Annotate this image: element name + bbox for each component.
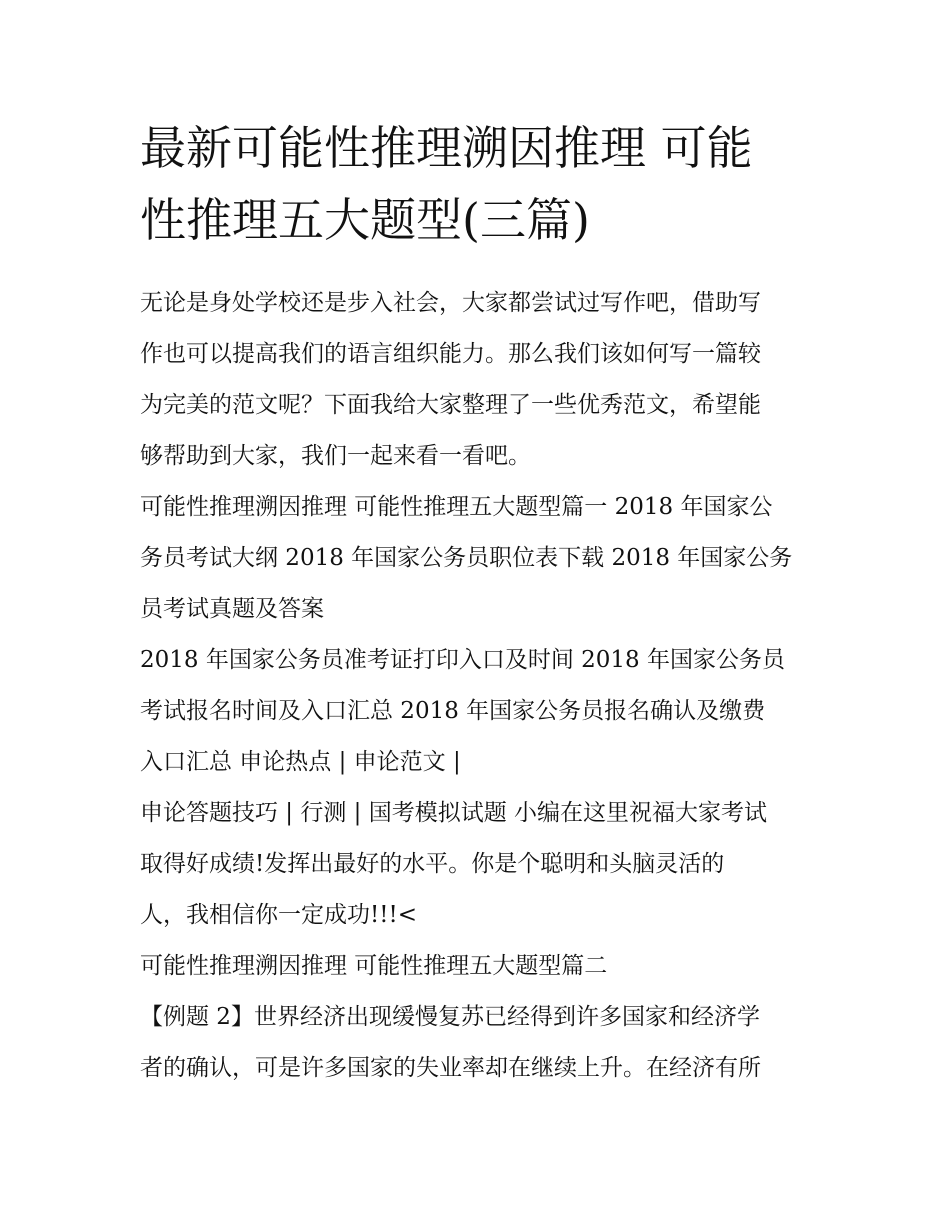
text-line: 为完美的范文呢？下面我给大家整理了一些优秀范文，希望能 xyxy=(140,392,761,418)
text-line: 可能性推理溯因推理 可能性推理五大题型篇一 2018 年国家公 xyxy=(140,494,773,520)
text-line: 可能性推理溯因推理 可能性推理五大题型篇二 xyxy=(140,953,608,979)
text-line: 者的确认，可是许多国家的失业率却在继续上升。在经济有所 xyxy=(140,1055,761,1081)
intro-paragraph xyxy=(140,278,820,482)
example-paragraph xyxy=(140,992,820,1094)
title-line: 性推理五大题型(三篇) xyxy=(140,193,590,247)
text-line: 【例题 2】世界经济出现缓慢复苏已经得到许多国家和经济学 xyxy=(140,1004,760,1030)
text-line: 申论答题技巧 | 行测 | 国考模拟试题 小编在这里祝福大家考试 xyxy=(140,800,768,826)
text-line: 考试报名时间及入口汇总 2018 年国家公务员报名确认及缴费 xyxy=(140,698,766,724)
title-line: 最新可能性推理溯因推理 可能 xyxy=(140,121,753,175)
text-line: 2018 年国家公务员准考证打印入口及时间 2018 年国家公务员 xyxy=(140,647,785,673)
exam-info-paragraph xyxy=(140,635,820,788)
section-one-paragraph xyxy=(140,482,820,635)
text-line: 员考试真题及答案 xyxy=(140,596,324,622)
page-title xyxy=(140,112,820,256)
exam-tips-paragraph xyxy=(140,788,820,941)
document-content xyxy=(140,112,820,1094)
text-line: 入口汇总 申论热点 | 申论范文 | xyxy=(140,749,461,775)
section-two-heading xyxy=(140,941,820,992)
text-line: 务员考试大纲 2018 年国家公务员职位表下载 2018 年国家公务 xyxy=(140,545,793,571)
text-line: 人，我相信你一定成功!!!< xyxy=(140,902,417,928)
text-line: 够帮助到大家，我们一起来看一看吧。 xyxy=(140,443,531,469)
text-line: 无论是身处学校还是步入社会，大家都尝试过写作吧，借助写 xyxy=(140,290,761,316)
text-line: 取得好成绩!发挥出最好的水平。你是个聪明和头脑灵活的 xyxy=(140,851,725,877)
text-line: 作也可以提高我们的语言组织能力。那么我们该如何写一篇较 xyxy=(140,341,761,367)
